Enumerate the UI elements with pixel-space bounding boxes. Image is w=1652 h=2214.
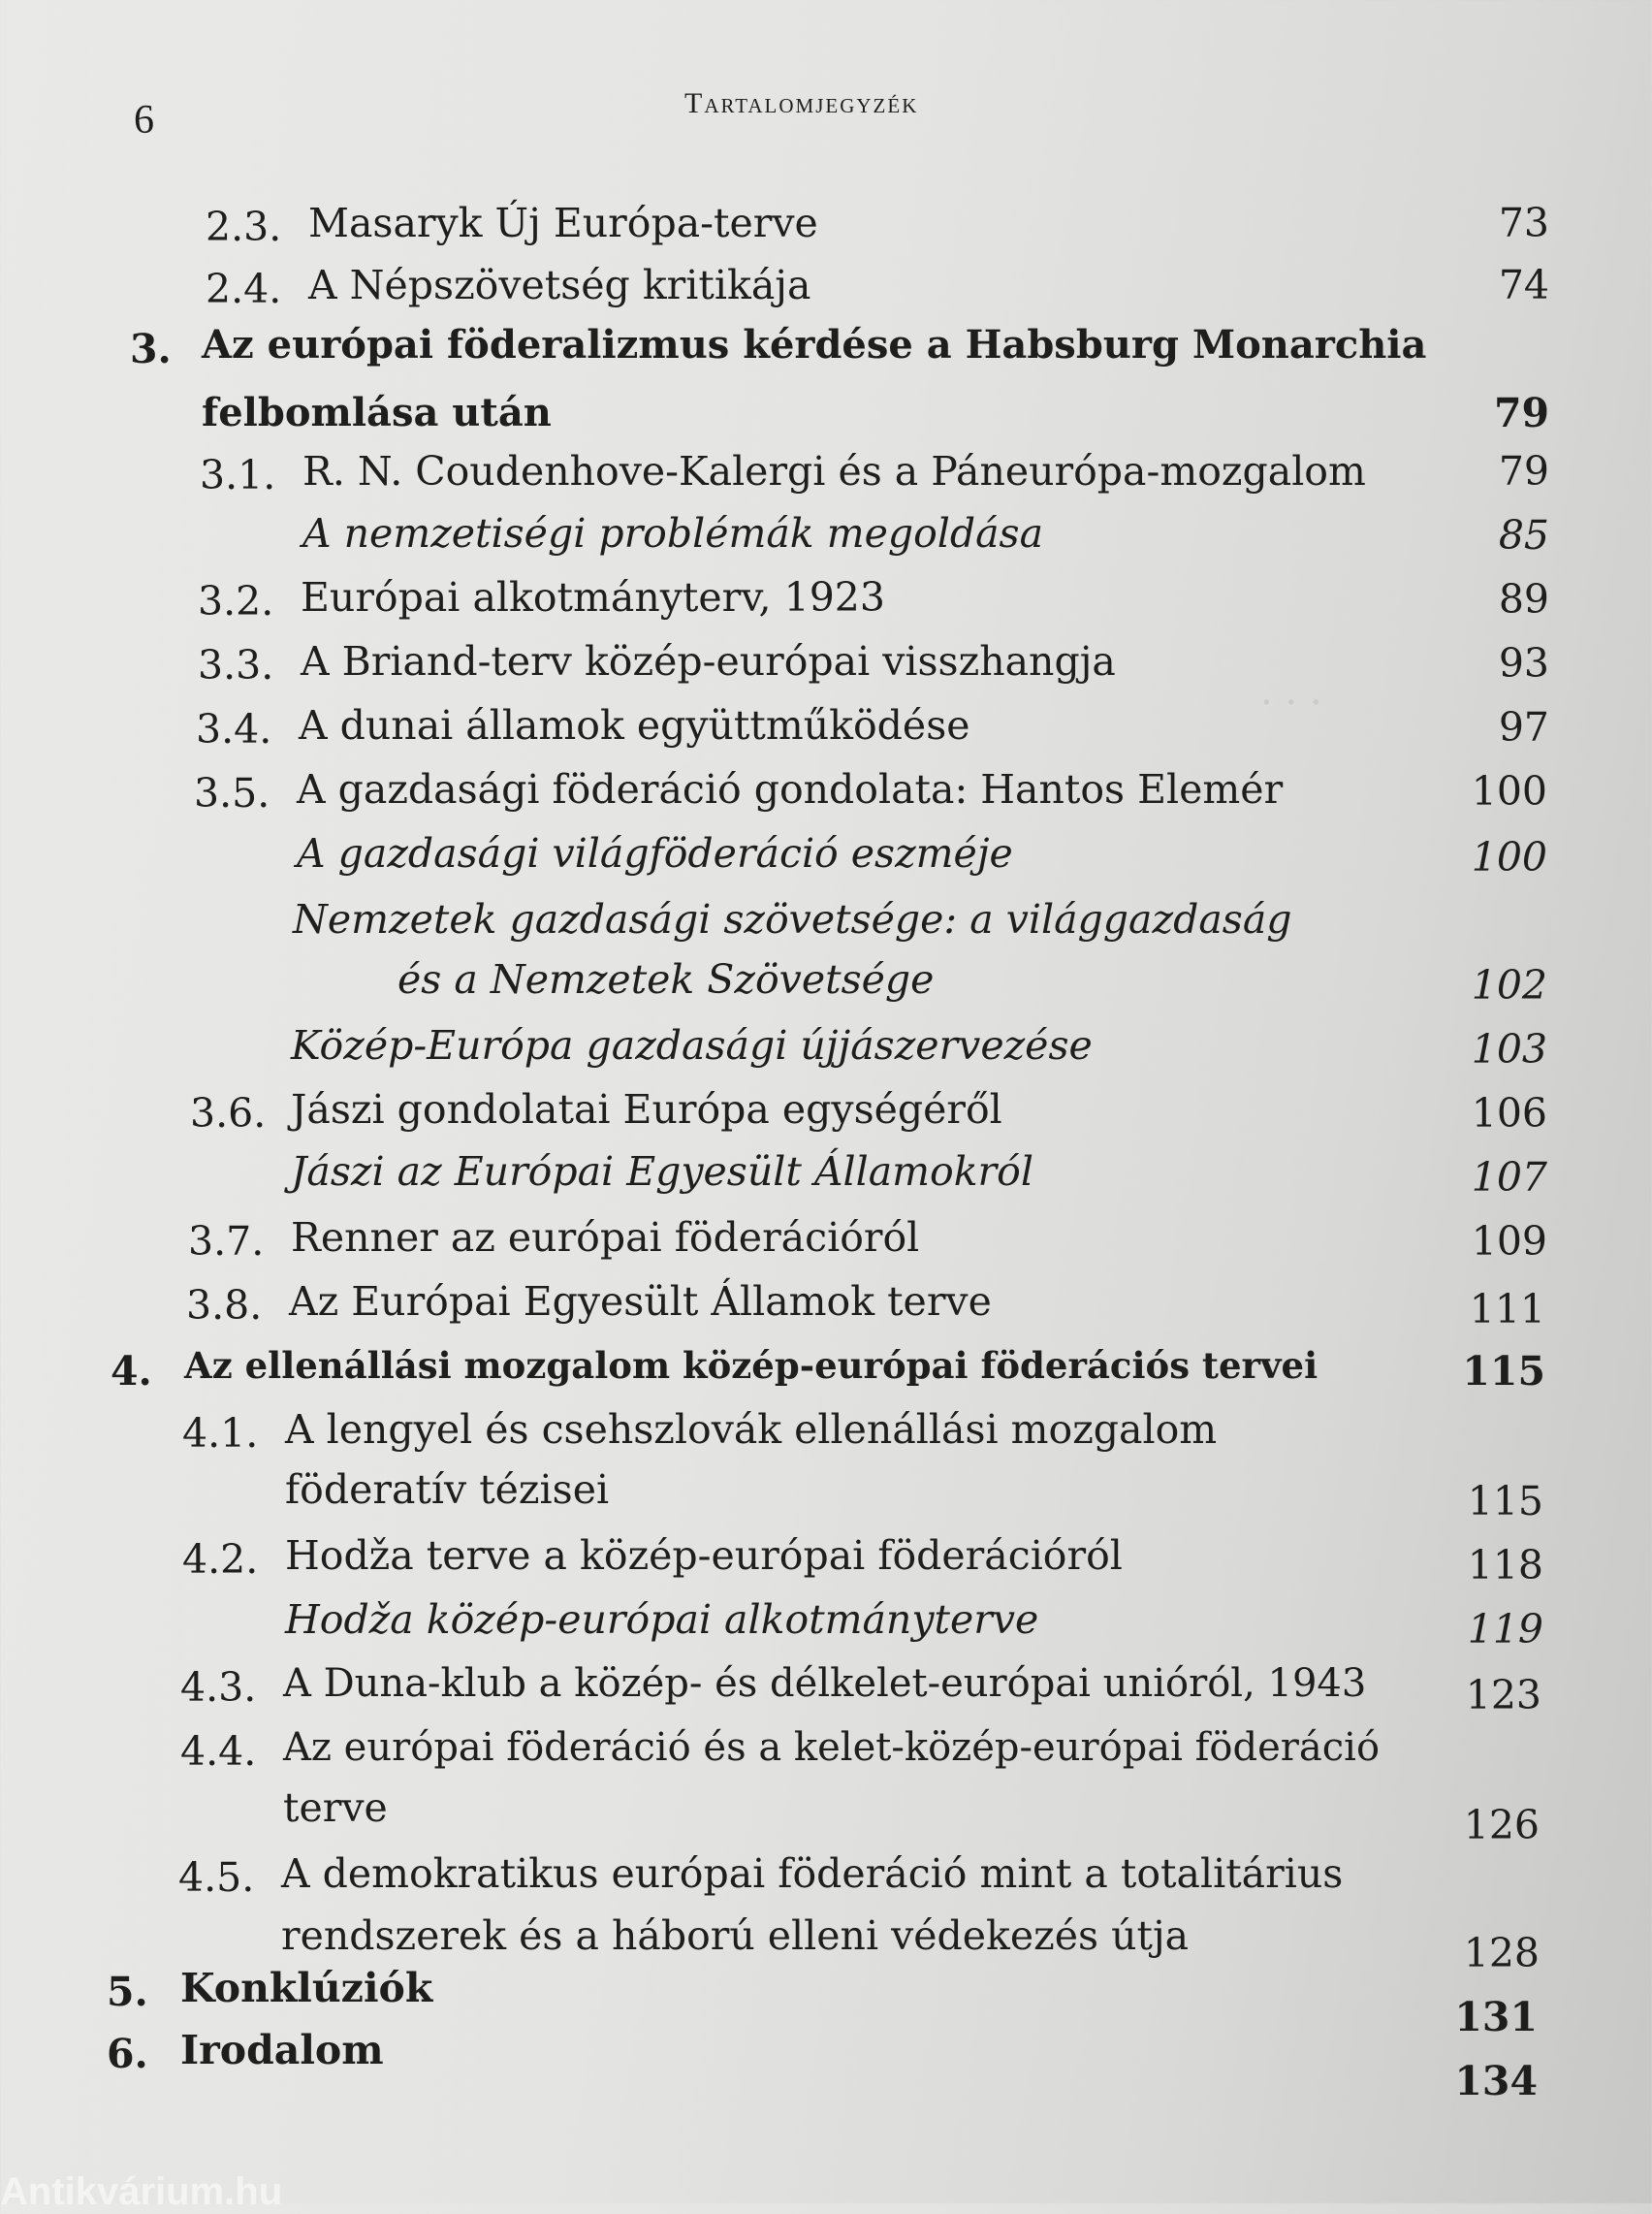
entry-page: 93 — [1498, 640, 1549, 687]
entry-title: A gazdasági föderáció gondolata: Hantos Elemér — [297, 766, 1284, 813]
entry-number: 3.6. — [190, 1090, 267, 1137]
entry-number: 3.3. — [198, 642, 274, 689]
subentry-title: Jászi az Európai Egyesült Államokról — [291, 1148, 1033, 1195]
entry-number: 4.4. — [180, 1728, 257, 1775]
entry-page: 73 — [1498, 200, 1549, 246]
entry-title-line2: terve — [283, 1784, 388, 1831]
chapter-title-line1: Az európai föderalizmus kérdése a Habsburg Monarchia — [202, 322, 1427, 368]
entry-number: 3.2. — [198, 578, 274, 625]
entry-title-line2: föderatív tézisei — [285, 1466, 610, 1513]
entry-page: 123 — [1465, 1672, 1541, 1718]
bleed-through-text: . . . — [1260, 669, 1322, 714]
entry-title: Az Európai Egyesült Államok terve — [289, 1278, 992, 1325]
subentry-title-line1: Nemzetek gazdasági szövetsége: a világgazdaság — [293, 896, 1292, 943]
entry-title: Európai alkotmányterv, 1923 — [301, 574, 885, 621]
entry-title: A dunai államok együttműködése — [299, 702, 970, 749]
subentry-page: 103 — [1471, 1026, 1547, 1073]
chapter-title-line2: felbomlása után — [202, 390, 552, 435]
chapter-number: 5. — [107, 1969, 148, 2015]
chapter-title: Konklúziók — [180, 1965, 433, 2011]
entry-number: 4.5. — [178, 1854, 255, 1901]
subentry-page: 100 — [1471, 834, 1547, 881]
chapter-page: 131 — [1454, 1994, 1538, 2040]
entry-number: 2.4. — [206, 266, 282, 312]
entry-title-line1: A demokratikus európai föderáció mint a totalitárius — [281, 1850, 1344, 1897]
entry-page: 79 — [1498, 448, 1549, 495]
chapter-title: Irodalom — [180, 2027, 384, 2073]
entry-page: 128 — [1463, 1930, 1540, 1976]
entry-number: 3.7. — [188, 1218, 265, 1265]
subentry-title: A gazdasági világföderáció eszméje — [297, 830, 1013, 877]
entry-title: Jászi gondolatai Európa egységéről — [291, 1086, 1002, 1133]
entry-title: Renner az európai föderációról — [291, 1214, 920, 1261]
subentry-title: A nemzetiségi problémák megoldása — [302, 510, 1044, 557]
watermark: Antikvárium.hu — [0, 2170, 283, 2213]
entry-page: 109 — [1471, 1218, 1547, 1265]
subentry-page: 119 — [1467, 1606, 1543, 1652]
subentry-page: 102 — [1471, 962, 1547, 1009]
entry-number: 3.1. — [200, 452, 276, 498]
chapter-title: Az ellenállási mozgalom közép-európai föderációs tervei — [184, 1344, 1318, 1387]
entry-page: 126 — [1463, 1802, 1540, 1848]
entry-number: 3.8. — [186, 1282, 263, 1329]
entry-title-line2: rendszerek és a háború elleni védekezés útja — [281, 1912, 1190, 1959]
running-head: Tartalomjegyzék — [684, 87, 919, 119]
entry-title: Masaryk Új Európa-terve — [308, 200, 818, 246]
chapter-page: 115 — [1462, 1348, 1545, 1395]
entry-page: 115 — [1467, 1478, 1543, 1524]
subentry-title: Hodža közép-európai alkotmányterve — [285, 1596, 1039, 1643]
entry-page: 89 — [1498, 576, 1549, 623]
entry-title: Hodža terve a közép-európai föderációról — [285, 1532, 1123, 1579]
subentry-page: 85 — [1498, 512, 1549, 559]
entry-page: 74 — [1498, 262, 1549, 308]
entry-number: 4.2. — [182, 1536, 259, 1583]
chapter-page: 134 — [1454, 2058, 1538, 2104]
entry-title-line1: A lengyel és csehszlovák ellenállási mozgalom — [285, 1406, 1218, 1453]
entry-number: 4.1. — [182, 1410, 259, 1457]
subentry-title-line2: és a Nemzetek Szövetsége — [397, 956, 935, 1003]
entry-title-line1: Az európai föderáció és a kelet-közép-európai föderáció — [283, 1725, 1381, 1770]
entry-page: 100 — [1471, 768, 1547, 815]
chapter-number: 4. — [111, 1348, 152, 1395]
entry-title: A Briand-terv közép-európai visszhangja — [301, 638, 1116, 685]
subentry-page: 107 — [1471, 1154, 1547, 1201]
chapter-page: 79 — [1493, 390, 1549, 436]
page-number: 6 — [134, 98, 154, 143]
entry-number: 2.3. — [206, 204, 282, 250]
subentry-title: Közép-Európa gazdasági újjászervezése — [291, 1022, 1093, 1069]
entry-title: A Népszövetség kritikája — [308, 262, 811, 308]
chapter-number: 3. — [130, 326, 172, 372]
entry-number: 3.4. — [196, 706, 272, 753]
entry-number: 3.5. — [194, 770, 270, 817]
entry-page: 97 — [1498, 704, 1549, 751]
chapter-number: 6. — [107, 2031, 148, 2077]
entry-page: 106 — [1471, 1090, 1547, 1137]
entry-page: 118 — [1467, 1542, 1543, 1588]
entry-title: A Duna-klub a közép- és délkelet-európai unióról, 1943 — [283, 1661, 1367, 1706]
entry-number: 4.3. — [180, 1664, 257, 1711]
entry-page: 111 — [1469, 1286, 1545, 1332]
entry-title: R. N. Coudenhove-Kalergi és a Páneurópa-mozgalom — [302, 448, 1366, 495]
